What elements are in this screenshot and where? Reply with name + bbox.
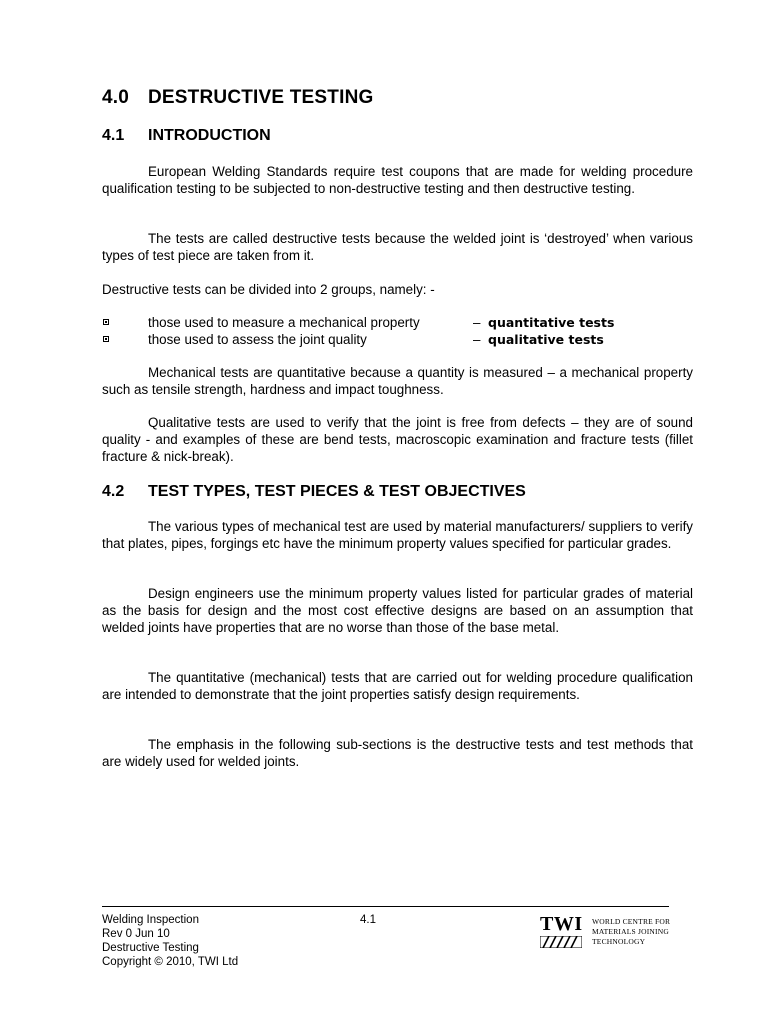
twi-logo [538, 914, 683, 956]
section-title: TEST TYPES, TEST PIECES & TEST OBJECTIVES [148, 483, 526, 500]
paragraph-8: The quantitative (mechanical) tests that are carried out for welding procedure qualification are intended to demonstrate that the joint properties satisfy design requirements. [102, 670, 693, 702]
section-heading-introduction [102, 127, 271, 145]
logo-tag-line: TECHNOLOGY [592, 937, 646, 946]
bullet-dash: – [473, 332, 481, 347]
section-heading-test-types [102, 483, 526, 501]
logo-tag-line: MATERIALS JOINING [592, 927, 669, 936]
hatch-icon [540, 936, 582, 948]
paragraph-5: Qualitative tests are used to verify that the joint is free from defects – they are of sound quality - and examples of these are bend tests, macroscopic examination and fracture tests (fillet fracture & nick-break). [102, 415, 693, 464]
logo-wordmark: TWI [540, 913, 583, 935]
bullet-kind: qualitative tests [488, 332, 604, 347]
paragraph-1: European Welding Standards require test coupons that are made for welding procedure qualification testing to be subjected to non-destructive testing and then destructive testing. [102, 164, 693, 196]
section-number: 4.1 [102, 127, 125, 144]
footer-copyright: Copyright © 2010, TWI Ltd [102, 956, 239, 968]
square-bullet-icon [103, 336, 109, 342]
page-number: 4.1 [360, 914, 376, 926]
paragraph-2: The tests are called destructive tests because the welded joint is ‘destroyed’ when various types of test piece are taken from it. [102, 231, 693, 263]
paragraph-9: The emphasis in the following sub-sections is the destructive tests and test methods that are widely used for welded joints. [102, 737, 693, 769]
chapter-title: DESTRUCTIVE TESTING [148, 87, 374, 108]
section-number: 4.2 [102, 483, 125, 500]
paragraph-7: Design engineers use the minimum property values listed for particular grades of material as the basis for design and the most cost effective designs are based on an assumption that welded joints have properties that are no worse than those of the base metal. [102, 586, 693, 635]
chapter-heading [102, 87, 373, 109]
list-item [102, 314, 693, 331]
bullet-text: those used to assess the joint quality [148, 332, 367, 347]
section-title: INTRODUCTION [148, 127, 271, 144]
paragraph-3: Destructive tests can be divided into 2 groups, namely: - [102, 282, 435, 297]
footer-revision: Rev 0 Jun 10 [102, 928, 170, 940]
chapter-number: 4.0 [102, 87, 130, 108]
logo-tag-line: WORLD CENTRE FOR [592, 917, 671, 926]
bullet-kind: quantitative tests [488, 315, 615, 330]
square-bullet-icon [103, 319, 109, 325]
paragraph-6: The various types of mechanical test are used by material manufacturers/ suppliers to verify that plates, pipes, forgings etc have the minimum property values specified for particular grades. [102, 519, 693, 551]
paragraph-4: Mechanical tests are quantitative because a quantity is measured – a mechanical property such as tensile strength, hardness and impact toughness. [102, 365, 693, 397]
list-item [102, 331, 693, 348]
logo-tagline [592, 917, 670, 947]
bullet-list [102, 314, 693, 348]
footer-info [102, 913, 238, 969]
footer-divider [102, 906, 669, 907]
footer-chapter: Destructive Testing [102, 942, 199, 954]
footer-course: Welding Inspection [102, 914, 199, 926]
bullet-dash: – [473, 315, 481, 330]
bullet-text: those used to measure a mechanical property [148, 315, 420, 330]
